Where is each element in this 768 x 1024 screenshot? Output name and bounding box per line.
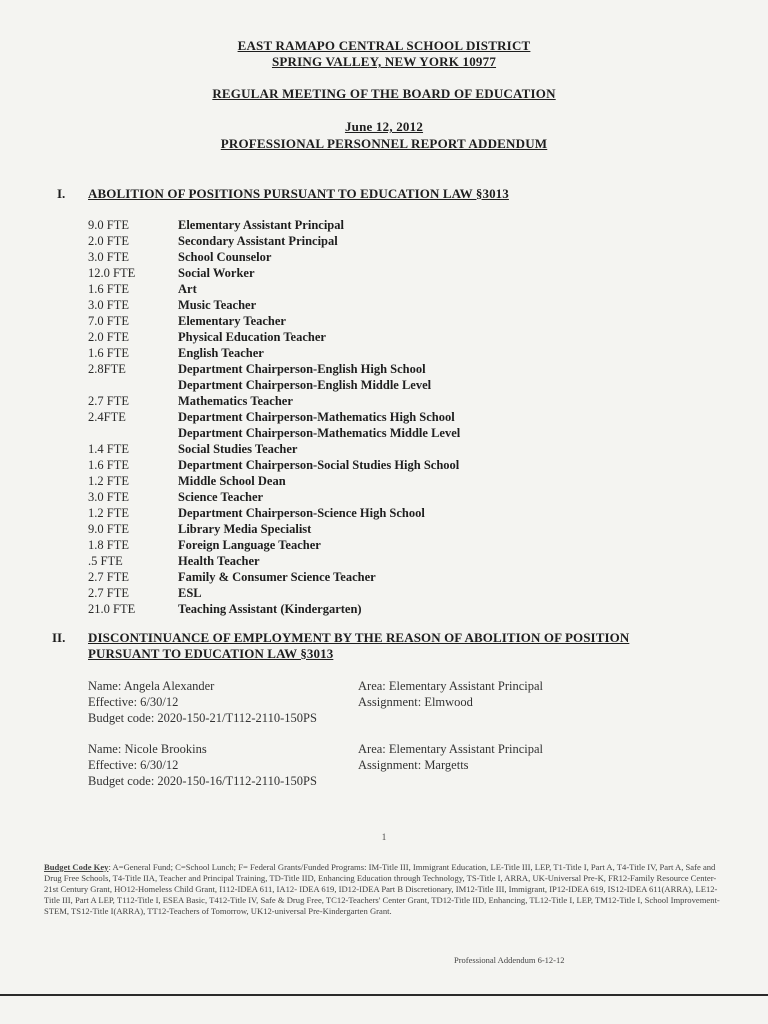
position-title: Elementary Assistant Principal <box>178 218 344 232</box>
position-title: Social Worker <box>178 266 255 280</box>
position-title: Secondary Assistant Principal <box>178 234 338 248</box>
position-fte: 12.0 FTE <box>88 266 136 280</box>
position-title: Mathematics Teacher <box>178 394 293 408</box>
position-fte: 9.0 FTE <box>88 522 129 536</box>
footer-text: Professional Addendum 6-12-12 <box>454 955 565 965</box>
position-row <box>88 313 688 329</box>
employee-budget-code: Budget code: 2020-150-16/T112-2110-150PS <box>88 774 317 788</box>
position-title: Health Teacher <box>178 554 260 568</box>
employee-area: Area: Elementary Assistant Principal <box>358 742 544 756</box>
position-fte: 1.6 FTE <box>88 346 129 360</box>
position-row <box>88 393 688 409</box>
page-bottom-border <box>0 994 768 996</box>
position-row <box>88 441 688 457</box>
position-row <box>88 521 688 537</box>
position-row <box>88 585 688 601</box>
position-row <box>88 345 688 361</box>
position-title: School Counselor <box>178 250 272 264</box>
position-row <box>88 537 688 553</box>
position-row <box>88 329 688 345</box>
position-row <box>88 553 688 569</box>
position-title: Social Studies Teacher <box>178 442 298 456</box>
position-fte: 1.6 FTE <box>88 282 129 296</box>
employee-1-details <box>88 678 317 726</box>
position-row <box>88 297 688 313</box>
employee-effective: Effective: 6/30/12 <box>88 695 179 709</box>
position-title: Foreign Language Teacher <box>178 538 321 552</box>
position-fte: 2.0 FTE <box>88 234 129 248</box>
position-row <box>88 265 688 281</box>
employee-2-details <box>88 741 317 789</box>
position-fte: 1.2 FTE <box>88 474 129 488</box>
position-fte: 1.6 FTE <box>88 458 129 472</box>
employee-budget-code: Budget code: 2020-150-21/T112-2110-150PS <box>88 711 317 725</box>
district-location: SPRING VALLEY, NEW YORK 10977 <box>271 54 497 69</box>
position-fte: 2.7 FTE <box>88 394 129 408</box>
employee-name: Name: Nicole Brookins <box>88 742 207 756</box>
position-fte: .5 FTE <box>88 554 123 568</box>
employee-area: Area: Elementary Assistant Principal <box>358 679 544 693</box>
meeting-title: REGULAR MEETING OF THE BOARD OF EDUCATION <box>212 86 556 101</box>
position-fte: 1.8 FTE <box>88 538 129 552</box>
position-row <box>88 601 688 617</box>
section-2-number: II. <box>52 630 66 645</box>
position-title: Middle School Dean <box>178 474 286 488</box>
position-row <box>88 569 688 585</box>
position-title: Elementary Teacher <box>178 314 286 328</box>
position-title: Teaching Assistant (Kindergarten) <box>178 602 362 616</box>
position-fte: 7.0 FTE <box>88 314 129 328</box>
position-title: Library Media Specialist <box>178 522 312 536</box>
position-fte: 3.0 FTE <box>88 298 129 312</box>
budget-key-text: : A=General Fund; C=School Lunch; F= Federal Grants/Funded Programs: IM-Title III, Immigrant Education, LE-Title III, LEP, T1-Title I, Part A, T4-Title IV, Part A, Safe and Drug Free Schools, T4-Title IIA, Teacher and Principal Training, TD-Title IID, Enhancing Education through Technology, TS-Title I, ARRA, UK-Universal Pre-K, FR12-Family Resource Center-21st Century Grant, HO12-Homeless Child Grant, I112-IDEA 611, IA12- IDEA 619, ID12-IDEA Part B Discretionary, IM12-Title III, Immigrant, IP12-IDEA 619, IS12-IDEA 611(ARRA), LE12-Title III, Part A LEP, T112-Title I, ESEA Basic, T412-Title IV, Safe & Drug Free, TC12-Teachers' Center Grant, TD12-Title IID, Enhancing, TL12-Title I, LEP, TM12-Title I, School Improvement-STEM, TS12-Title I(ARRA), TT12-Teachers of Tomorrow, UK12-universal Pre-Kindergarten Grant. <box>44 862 720 916</box>
position-row <box>88 425 688 441</box>
position-row <box>88 489 688 505</box>
position-row <box>88 505 688 521</box>
position-fte: 3.0 FTE <box>88 490 129 504</box>
position-row <box>88 249 688 265</box>
employee-assignment: Assignment: Elmwood <box>358 695 473 709</box>
positions-list <box>88 217 688 617</box>
position-title: Department Chairperson-Social Studies High School <box>178 458 460 472</box>
position-title: English Teacher <box>178 346 264 360</box>
budget-key-label: Budget Code Key <box>44 862 109 872</box>
position-title: Department Chairperson-Mathematics High School <box>178 410 455 424</box>
position-fte: 9.0 FTE <box>88 218 129 232</box>
position-fte: 1.2 FTE <box>88 506 129 520</box>
employee-1-assignment <box>358 678 543 710</box>
position-title: Science Teacher <box>178 490 264 504</box>
position-row <box>88 217 688 233</box>
position-title: Music Teacher <box>178 298 257 312</box>
position-title: Family & Consumer Science Teacher <box>178 570 376 584</box>
position-fte <box>88 377 178 393</box>
position-fte: 21.0 FTE <box>88 602 136 616</box>
position-row <box>88 409 688 425</box>
position-title: Department Chairperson-English Middle Level <box>178 378 432 392</box>
position-fte: 2.7 FTE <box>88 586 129 600</box>
position-title: Department Chairperson-English High School <box>178 362 426 376</box>
section-1-number: I. <box>57 186 66 201</box>
employee-2-assignment <box>358 741 543 773</box>
position-row <box>88 361 688 377</box>
employee-effective: Effective: 6/30/12 <box>88 758 179 772</box>
position-fte: 2.0 FTE <box>88 330 129 344</box>
employee-assignment: Assignment: Margetts <box>358 758 469 772</box>
section-2-title-line-1: DISCONTINUANCE OF EMPLOYMENT BY THE REASON OF ABOLITION OF POSITION <box>88 630 630 645</box>
section-2-title-line-2: PURSUANT TO EDUCATION LAW §3013 <box>88 646 334 661</box>
page-number: 1 <box>381 832 387 842</box>
position-title: Art <box>178 282 197 296</box>
position-row <box>88 473 688 489</box>
position-title: ESL <box>178 586 202 600</box>
section-1-title: ABOLITION OF POSITIONS PURSUANT TO EDUCATION LAW §3013 <box>88 186 509 201</box>
district-name: EAST RAMAPO CENTRAL SCHOOL DISTRICT <box>237 38 531 53</box>
position-fte: 3.0 FTE <box>88 250 129 264</box>
position-title: Department Chairperson-Science High School <box>178 506 425 520</box>
budget-code-key <box>44 862 720 917</box>
position-fte: 2.8FTE <box>88 362 126 376</box>
position-title: Department Chairperson-Mathematics Middle Level <box>178 426 461 440</box>
position-fte: 2.4FTE <box>88 410 126 424</box>
position-row <box>88 281 688 297</box>
meeting-date: June 12, 2012 <box>344 119 424 134</box>
position-fte: 2.7 FTE <box>88 570 129 584</box>
report-title: PROFESSIONAL PERSONNEL REPORT ADDENDUM <box>220 136 548 151</box>
position-row <box>88 377 688 393</box>
position-title: Physical Education Teacher <box>178 330 326 344</box>
position-row <box>88 457 688 473</box>
position-row <box>88 233 688 249</box>
position-fte <box>88 425 178 441</box>
employee-name: Name: Angela Alexander <box>88 679 215 693</box>
position-fte: 1.4 FTE <box>88 442 129 456</box>
